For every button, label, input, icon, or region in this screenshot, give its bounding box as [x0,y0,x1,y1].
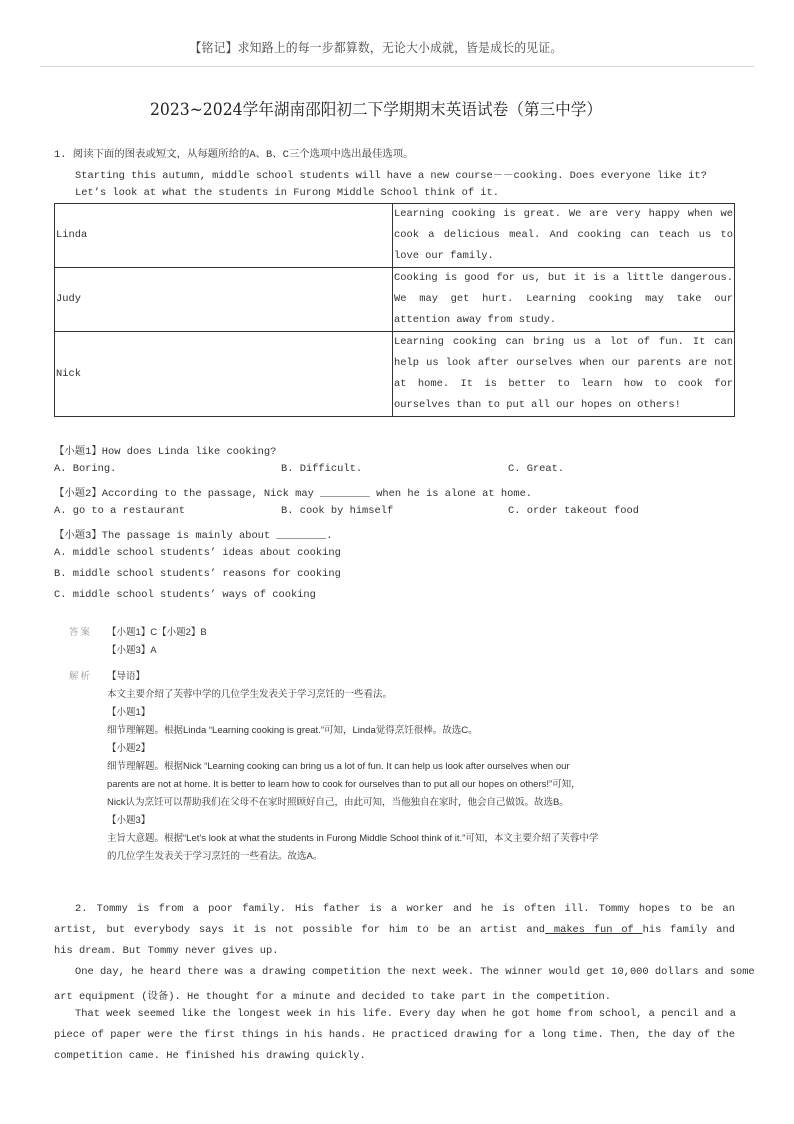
question-2-line: One day, he heard there was a drawing competition the next week. The winner would get 10,000 dollars and some [75,966,755,978]
page-motto: 【铭记】求知路上的每一步都算数，无论大小成就，皆是成长的见证。 [189,40,563,55]
student-name-cell: Judy [55,268,393,332]
answer-line: 【小题3】A [107,645,157,656]
explanation-line: 本文主要介绍了芙蓉中学的几位学生发表关于学习烹饪的一些看法。 [107,689,393,700]
table-row [55,268,735,332]
explanation-line: 【小题2】 [107,743,151,754]
table-row [55,204,735,268]
question-2-line: competition came. He finished his drawing quickly. [54,1050,366,1062]
explanation-line: 主旨大意题。根据“Let’s look at what the students in Furong Middle School think of it.”可知，本文主要介绍了芙蓉中学 [107,833,599,844]
option-a: A. go to a restaurant [54,505,185,517]
explanation-line: 【小题1】 [107,707,151,718]
student-name-cell: Nick [55,332,393,417]
explanation-line: parents are not at home. It is better to learn how to cook for ourselves than to put all our hopes on others!”可知， [107,779,581,790]
header-divider [40,66,754,67]
student-name-cell: Linda [55,204,393,268]
explanation-line: 细节理解题。根据Nick “Learning cooking can bring us a lot of fun. It can help us look after ourselves when our [107,761,570,772]
explanation-line: Nick认为烹饪可以帮助我们在父母不在家时照顾好自己，由此可知，当他独自在家时，他会自己做饭。故选B。 [107,797,569,808]
underlined-phrase: makes fun of [545,924,643,936]
option-b: B. middle school students’ reasons for cooking [54,568,341,580]
answer-line: 【小题1】C【小题2】B [107,627,207,638]
opinion-table [54,203,735,417]
question-2-line: piece of paper were the first things in his hands. He practiced drawing for a long time. Then, the day of the [54,1029,735,1041]
question-2-line: That week seemed like the longest week in his life. Every day when he got home from school, a pencil and a [75,1008,736,1020]
answer-label: 答案 [69,627,93,638]
option-c: C. middle school students’ ways of cooking [54,589,316,601]
text-span: his family and [642,924,736,936]
option-c: C. Great. [508,463,565,475]
question-2-line: art equipment (设备). He thought for a minute and decided to take part in the competition. [54,991,612,1003]
option-c: C. order takeout food [508,505,639,517]
option-b: B. cook by himself [281,505,394,517]
student-opinion-cell: Learning cooking can bring us a lot of fun. It can help us look after ourselves when our parents are not at home. It is better to learn how to cook for ourselves than to put all our hopes on others! [393,332,735,417]
text-span: artist, but everybody says it is not possible for him to be an artist and [54,924,546,936]
explanation-line: 的几位学生发表关于学习烹饪的一些看法。故选A。 [107,851,323,862]
explanation-label: 解析 [69,671,93,682]
option-b: B. Difficult. [281,463,363,475]
option-a: A. middle school students’ ideas about cooking [54,547,341,559]
table-row [55,332,735,417]
document-title: 2023~2024学年湖南邵阳初二下学期期末英语试卷（第三中学） [149,100,602,119]
question-1-intro-line-1: Starting this autumn, middle school students will have a new course－－cooking. Does everyone like it? [75,170,707,182]
sub-question-1: 【小题1】How does Linda like cooking? [54,446,277,458]
sub-question-3: 【小题3】The passage is mainly about ________. [54,530,333,542]
question-1-intro-line-2: Let’s look at what the students in Furong Middle School think of it. [75,187,500,199]
question-2-line [54,924,735,936]
explanation-line: 【小题3】 [107,815,151,826]
student-opinion-cell: Cooking is good for us, but it is a little dangerous. We may get hurt. Learning cooking may take our attention away from study. [393,268,735,332]
student-opinion-cell: Learning cooking is great. We are very happy when we cook a delicious meal. And cooking can teach us to love our family. [393,204,735,268]
option-a: A. Boring. [54,463,117,475]
explanation-line: 细节理解题。根据Linda “Learning cooking is great.”可知，Linda觉得烹饪很棒。故选C。 [107,725,478,736]
question-2-line: 2. Tommy is from a poor family. His father is a worker and he is often ill. Tommy hopes to be an [75,903,735,915]
question-1-stem: 1. 阅读下面的图表或短文，从每题所给的A、B、C三个选项中选出最佳选项。 [54,149,414,161]
explanation-line: 【导语】 [107,671,146,682]
sub-question-2: 【小题2】According to the passage, Nick may ________ when he is alone at home. [54,488,533,500]
question-2-line: his dream. But Tommy never gives up. [54,945,279,957]
